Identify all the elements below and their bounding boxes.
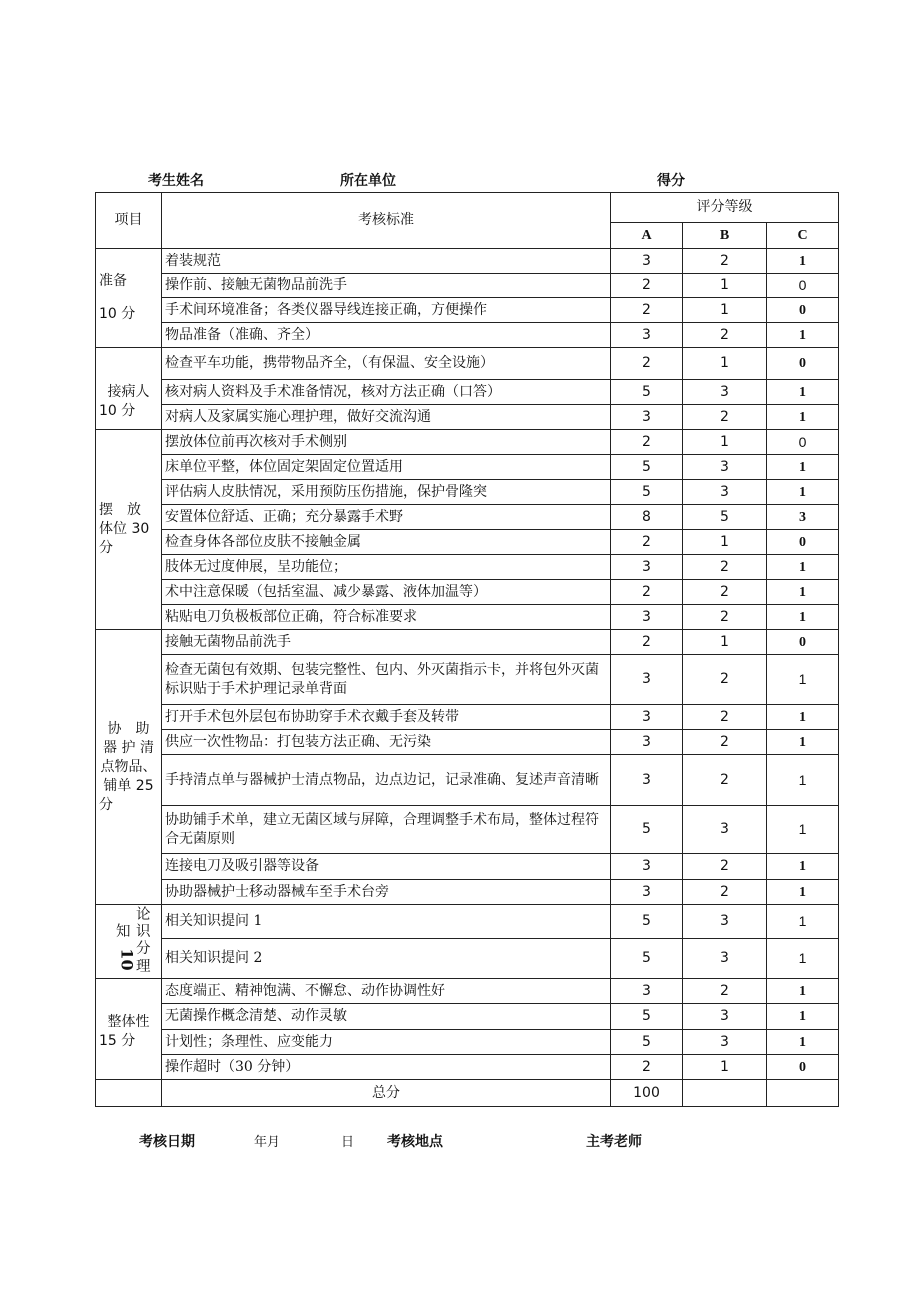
examiner-label: 主考老师 bbox=[586, 1134, 642, 1150]
grade-a: 2 bbox=[611, 580, 683, 605]
grade-a: 3 bbox=[611, 323, 683, 348]
grade-a: 3 bbox=[611, 880, 683, 905]
section-theory-score: 10 bbox=[117, 948, 137, 971]
criteria-item: 肢体无过度伸展，呈功能位； bbox=[162, 555, 611, 580]
grade-a: 3 bbox=[611, 555, 683, 580]
criteria-item: 操作超时（30 分钟） bbox=[162, 1055, 611, 1080]
criteria-item: 相关知识提问 2 bbox=[162, 939, 611, 979]
grade-a: 5 bbox=[611, 939, 683, 979]
grade-a: 3 bbox=[611, 730, 683, 755]
section-patient-title: 接病人 bbox=[107, 383, 150, 400]
grade-c: 1 bbox=[767, 1004, 839, 1030]
grade-b: 1 bbox=[683, 430, 767, 455]
section-theory-char3: 知 bbox=[116, 924, 131, 940]
unit-label: 所在单位 bbox=[340, 173, 396, 189]
grade-b: 2 bbox=[683, 655, 767, 705]
header-level-a: A bbox=[611, 223, 683, 249]
criteria-item: 无菌操作概念清楚、动作灵敏 bbox=[162, 1004, 611, 1030]
section-theory bbox=[96, 905, 162, 979]
grade-a: 5 bbox=[611, 1004, 683, 1030]
score-label: 得分 bbox=[657, 173, 685, 189]
section-theory-char4: 分 bbox=[136, 941, 151, 957]
grade-c: 1 bbox=[767, 806, 839, 854]
criteria-item: 摆放体位前再次核对手术侧别 bbox=[162, 430, 611, 455]
criteria-item: 物品准备（准确、齐全） bbox=[162, 323, 611, 348]
criteria-item: 供应一次性物品：打包装方法正确、无污染 bbox=[162, 730, 611, 755]
criteria-item: 态度端正、精神饱满、不懈怠、动作协调性好 bbox=[162, 979, 611, 1004]
criteria-item: 核对病人资料及手术准备情况，核对方法正确（口答） bbox=[162, 380, 611, 405]
section-assist-line5: 分 bbox=[99, 796, 113, 813]
grade-a: 2 bbox=[611, 630, 683, 655]
grade-a: 3 bbox=[611, 655, 683, 705]
header-project: 项目 bbox=[96, 193, 162, 249]
grade-a: 5 bbox=[611, 1030, 683, 1055]
criteria-item: 相关知识提问 1 bbox=[162, 905, 611, 939]
grade-c: 1 bbox=[767, 655, 839, 705]
grade-b: 3 bbox=[683, 480, 767, 505]
grade-b: 2 bbox=[683, 880, 767, 905]
grade-a: 2 bbox=[611, 274, 683, 298]
grade-a: 3 bbox=[611, 854, 683, 880]
grade-a: 2 bbox=[611, 298, 683, 323]
criteria-item: 检查平车功能，携带物品齐全，（有保温、安全设施） bbox=[162, 348, 611, 380]
grade-a: 3 bbox=[611, 705, 683, 730]
grade-b: 2 bbox=[683, 249, 767, 274]
grade-b: 2 bbox=[683, 555, 767, 580]
grade-b: 2 bbox=[683, 854, 767, 880]
section-theory-char2: 识 bbox=[136, 924, 151, 940]
grade-c: 0 bbox=[767, 274, 839, 298]
section-prep-score: 10 分 bbox=[99, 306, 136, 322]
grade-c: 1 bbox=[767, 905, 839, 939]
grade-a: 3 bbox=[611, 249, 683, 274]
year-month-label: 年月 bbox=[254, 1135, 281, 1150]
examinee-name-label: 考生姓名 bbox=[148, 173, 204, 189]
grade-a: 3 bbox=[611, 605, 683, 630]
section-assist-line1: 协 助 bbox=[107, 720, 150, 737]
grade-b: 3 bbox=[683, 806, 767, 854]
total-value: 100 bbox=[611, 1080, 683, 1107]
grade-b: 2 bbox=[683, 730, 767, 755]
header-criteria: 考核标准 bbox=[162, 193, 611, 249]
criteria-item: 评估病人皮肤情况，采用预防压伤措施，保护骨隆突 bbox=[162, 480, 611, 505]
section-position-unit: 分 bbox=[99, 540, 113, 556]
section-assist-line4: 铺单 25 bbox=[103, 777, 154, 794]
section-position-title: 摆 放 bbox=[99, 502, 141, 518]
grade-a: 2 bbox=[611, 530, 683, 555]
criteria-item: 对病人及家属实施心理护理，做好交流沟通 bbox=[162, 405, 611, 430]
section-overall-title: 整体性 bbox=[107, 1014, 150, 1030]
exam-date-label: 考核日期 bbox=[139, 1134, 195, 1150]
grade-c: 1 bbox=[767, 455, 839, 480]
section-assist-line2: 器 护 清 bbox=[103, 739, 154, 756]
assessment-table bbox=[95, 192, 839, 1107]
grade-c: 1 bbox=[767, 705, 839, 730]
grade-b: 3 bbox=[683, 1030, 767, 1055]
criteria-item: 打开手术包外层包布协助穿手术衣戴手套及转带 bbox=[162, 705, 611, 730]
grade-a: 2 bbox=[611, 348, 683, 380]
grade-a: 5 bbox=[611, 806, 683, 854]
criteria-item: 粘贴电刀负极板部位正确，符合标准要求 bbox=[162, 605, 611, 630]
grade-a: 5 bbox=[611, 455, 683, 480]
grade-b: 2 bbox=[683, 979, 767, 1004]
grade-a: 2 bbox=[611, 430, 683, 455]
grade-a: 3 bbox=[611, 405, 683, 430]
grade-c: 1 bbox=[767, 323, 839, 348]
criteria-item: 检查无菌包有效期、包装完整性、包内、外灭菌指示卡，并将包外灭菌标识贴于手术护理记录单背面 bbox=[162, 655, 611, 705]
criteria-item: 接触无菌物品前洗手 bbox=[162, 630, 611, 655]
grade-c: 1 bbox=[767, 249, 839, 274]
grade-b: 1 bbox=[683, 1055, 767, 1080]
day-label: 日 bbox=[341, 1135, 355, 1150]
header-level-b: B bbox=[683, 223, 767, 249]
grade-a: 3 bbox=[611, 979, 683, 1004]
grade-a: 5 bbox=[611, 480, 683, 505]
section-position bbox=[96, 430, 162, 630]
section-patient-score: 10 分 bbox=[99, 402, 136, 419]
grade-b: 2 bbox=[683, 323, 767, 348]
section-theory-char5: 理 bbox=[136, 959, 151, 975]
grade-c: 1 bbox=[767, 380, 839, 405]
grade-c: 0 bbox=[767, 430, 839, 455]
grade-c: 0 bbox=[767, 1055, 839, 1080]
grade-b: 5 bbox=[683, 505, 767, 530]
grade-c: 1 bbox=[767, 979, 839, 1004]
criteria-item: 着装规范 bbox=[162, 249, 611, 274]
grade-b: 2 bbox=[683, 605, 767, 630]
grade-b: 1 bbox=[683, 348, 767, 380]
grade-b: 1 bbox=[683, 298, 767, 323]
grade-b: 3 bbox=[683, 939, 767, 979]
grade-c: 1 bbox=[767, 730, 839, 755]
grade-c: 0 bbox=[767, 348, 839, 380]
header-grade: 评分等级 bbox=[611, 193, 839, 223]
grade-b: 2 bbox=[683, 405, 767, 430]
section-theory-char1: 论 bbox=[136, 907, 151, 923]
criteria-item: 床单位平整，体位固定架固定位置适用 bbox=[162, 455, 611, 480]
section-assist bbox=[96, 630, 162, 905]
grade-b: 2 bbox=[683, 580, 767, 605]
grade-c: 1 bbox=[767, 854, 839, 880]
grade-c: 1 bbox=[767, 605, 839, 630]
grade-a: 2 bbox=[611, 1055, 683, 1080]
grade-a: 5 bbox=[611, 905, 683, 939]
header-level-c: C bbox=[767, 223, 839, 249]
section-position-score: 体位 30 bbox=[99, 521, 150, 537]
grade-a: 8 bbox=[611, 505, 683, 530]
total-c-blank bbox=[767, 1080, 839, 1107]
grade-b: 2 bbox=[683, 755, 767, 806]
section-overall-score: 15 分 bbox=[99, 1033, 136, 1049]
grade-b: 3 bbox=[683, 905, 767, 939]
grade-a: 5 bbox=[611, 380, 683, 405]
grade-c: 1 bbox=[767, 580, 839, 605]
criteria-item: 计划性；条理性、应变能力 bbox=[162, 1030, 611, 1055]
grade-c: 0 bbox=[767, 298, 839, 323]
grade-b: 3 bbox=[683, 1004, 767, 1030]
grade-c: 0 bbox=[767, 530, 839, 555]
grade-b: 1 bbox=[683, 530, 767, 555]
grade-c: 1 bbox=[767, 405, 839, 430]
criteria-item: 术中注意保暖（包括室温、减少暴露、液体加温等） bbox=[162, 580, 611, 605]
criteria-item: 手持清点单与器械护士清点物品，边点边记，记录准确、复述声音清晰 bbox=[162, 755, 611, 806]
criteria-item: 安置体位舒适、正确；充分暴露手术野 bbox=[162, 505, 611, 530]
criteria-item: 手术间环境准备；各类仪器导线连接正确，方便操作 bbox=[162, 298, 611, 323]
grade-b: 2 bbox=[683, 705, 767, 730]
section-prep-title: 准备 bbox=[99, 273, 127, 289]
section-overall bbox=[96, 979, 162, 1080]
criteria-item: 检查身体各部位皮肤不接触金属 bbox=[162, 530, 611, 555]
criteria-item: 协助铺手术单，建立无菌区域与屏障，合理调整手术布局，整体过程符合无菌原则 bbox=[162, 806, 611, 854]
grade-c: 1 bbox=[767, 555, 839, 580]
exam-place-label: 考核地点 bbox=[387, 1134, 443, 1150]
criteria-item: 连接电刀及吸引器等设备 bbox=[162, 854, 611, 880]
grade-b: 3 bbox=[683, 455, 767, 480]
grade-c: 1 bbox=[767, 880, 839, 905]
section-patient bbox=[96, 348, 162, 430]
grade-b: 1 bbox=[683, 274, 767, 298]
section-assist-line3: 点物品、 bbox=[100, 758, 157, 775]
grade-c: 0 bbox=[767, 630, 839, 655]
criteria-item: 操作前、接触无菌物品前洗手 bbox=[162, 274, 611, 298]
grade-c: 3 bbox=[767, 505, 839, 530]
total-blank bbox=[96, 1080, 162, 1107]
grade-b: 3 bbox=[683, 380, 767, 405]
section-prep bbox=[96, 249, 162, 348]
grade-c: 1 bbox=[767, 939, 839, 979]
total-b-blank bbox=[683, 1080, 767, 1107]
grade-b: 1 bbox=[683, 630, 767, 655]
grade-c: 1 bbox=[767, 755, 839, 806]
grade-c: 1 bbox=[767, 480, 839, 505]
criteria-item: 协助器械护士移动器械车至手术台旁 bbox=[162, 880, 611, 905]
total-label: 总分 bbox=[162, 1080, 611, 1107]
grade-c: 1 bbox=[767, 1030, 839, 1055]
grade-a: 3 bbox=[611, 755, 683, 806]
